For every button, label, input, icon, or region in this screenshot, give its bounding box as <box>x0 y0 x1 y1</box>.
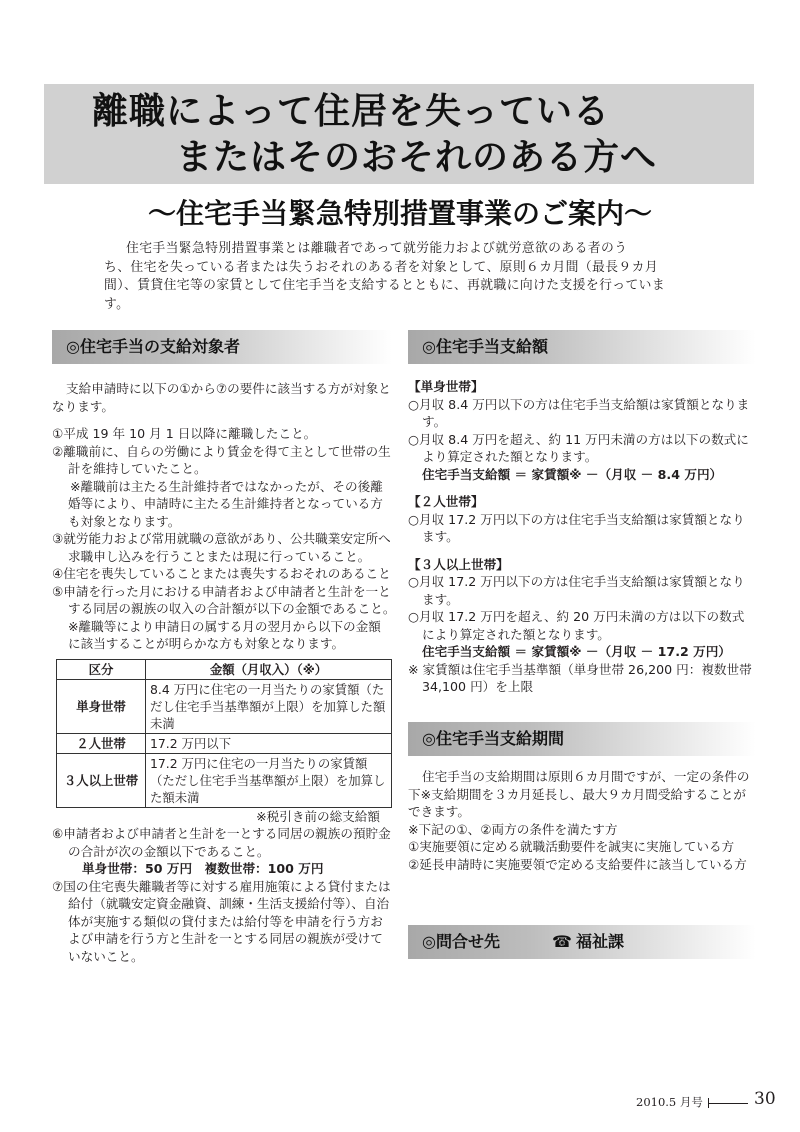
income-table <box>56 659 392 808</box>
savings-threshold: 単身世帯：50 万円 複数世帯：100 万円 <box>82 861 324 876</box>
intro-rest: ち、住宅を失っている者または失うおそれのある者を対象として、原則６カ月間（最長９カ月間）、賃貸住宅等の家賃として住宅手当を支給するとともに、再就職に向けた支援を行っています。 <box>104 259 666 312</box>
period-section <box>408 768 756 873</box>
intro-paragraph <box>104 240 666 314</box>
table-header: 区分 <box>57 659 146 679</box>
two-person-label: 【２人世帯】 <box>408 494 484 509</box>
eligibility-heading: ◎住宅手当の支給対象者 <box>66 337 240 356</box>
table-row <box>57 753 392 807</box>
table-header: 金額（月収入）（※） <box>146 659 392 679</box>
requirement-5: ⑤申請を行った月における申請者および申請者と生計を一とする同居の親族の収入の合計額が以下の金額であること。 ※離職等により申請日の属する月の翌月から以下の金額に該当することが明らかな方も対象となります。 <box>52 583 402 651</box>
eligibility-lead: 支給申請時に以下の①から⑦の要件に該当する方が対象となります。 <box>52 381 391 414</box>
single-household-label: 【単身世帯】 <box>408 379 484 394</box>
title-line-2: またはそのおそれのある方へ <box>176 137 658 178</box>
table-row-label: ２人世帯 <box>57 733 146 753</box>
eligibility-section <box>52 380 402 965</box>
contact-heading: ◎問合せ先 <box>422 932 500 951</box>
two-person-rule-1: ○月収 17.2 万円以下の方は住宅手当支給額は家賃額となります。 <box>408 511 745 544</box>
contact-heading-bar <box>408 925 756 959</box>
table-row-value: 8.4 万円に住宅の一月当たりの家賃額（ただし住宅手当基準額が上限）を加算した額未満 <box>146 679 392 733</box>
three-plus-rule-1: ○月収 17.2 万円以下の方は住宅手当支給額は家賃額となります。 <box>408 574 745 607</box>
requirement-3: ③就労能力および常用就職の意欲があり、公共職業安定所へ求職申し込みを行うことまたは現に行っていること。 <box>52 531 391 564</box>
table-row-label: 単身世帯 <box>57 679 146 733</box>
contact-department: 福祉課 <box>576 932 625 951</box>
issue-date: 2010.5 月号 <box>636 1095 703 1109</box>
footer-divider <box>708 1103 748 1104</box>
requirement-4: ④住宅を喪失していることまたは喪失するおそれのあること <box>52 566 391 581</box>
single-household-rule-2: ○月収 8.4 万円を超え、約 11 万円未満の方は以下の数式により算定された額となります。 <box>408 431 749 464</box>
requirement-6: ⑥申請者および申請者と生計を一とする同居の親族の預貯金の合計が次の金額以下であること。 <box>52 826 391 859</box>
period-condition-1: ①実施要領に定める就職活動要件を誠実に実施している方 <box>408 839 735 854</box>
period-condition-2: ②延長申請時に実施要領で定める支給要件に該当している方 <box>408 856 747 872</box>
single-household-formula: 住宅手当支給額 ＝ 家賃額※ －（月収 － 8.4 万円） <box>422 466 723 482</box>
requirement-1: ①平成 19 年 10 月 1 日以降に離職したこと。 <box>52 426 317 441</box>
table-row <box>57 679 392 733</box>
period-condition: ※下記の①、②両方の条件を満たす方 <box>408 821 618 837</box>
table-row-value: 17.2 万円に住宅の一月当たりの家賃額（ただし住宅手当基準額が上限）を加算した額未満 <box>146 753 392 807</box>
title-line-1: 離職によって住居を失っている <box>92 91 611 132</box>
eligibility-heading-bar <box>52 330 392 364</box>
amount-heading: ◎住宅手当支給額 <box>422 337 548 356</box>
table-header-row <box>57 659 392 679</box>
amount-heading-bar <box>408 330 756 364</box>
rent-cap-note: ※ 家賃額は住宅手当基準額（単身世帯 26,200 円：複数世帯 34,100 円）を上限 <box>408 661 752 694</box>
three-plus-rule-2: ○月収 17.2 万円を超え、約 20 万円未満の方は以下の数式により算定された額となります。 <box>408 609 745 642</box>
amount-section <box>408 378 756 696</box>
table-note: ※税引き前の総支給額 <box>256 808 380 824</box>
intro-line-1: 住宅手当緊急特別措置事業とは離職者であって就労能力および就労意欲のある者のう <box>126 241 628 256</box>
three-plus-formula: 住宅手当支給額 ＝ 家賃額※ －（月収 － 17.2 万円） <box>422 644 731 659</box>
requirement-2: ②離職前に、自らの労働により賃金を得て主として世帯の生計を維持していたこと。 <box>52 443 391 476</box>
requirement-2-note: ※離職前は主たる生計維持者ではなかったが、その後離婚等により、申請時に主たる生計維持者となっている方も対象となります。 <box>68 478 383 529</box>
page-number: 30 <box>754 1089 776 1109</box>
period-text: 住宅手当の支給期間は原則６カ月間ですが、一定の条件の下※支給期間を３カ月延長し、最大９カ月間受給することができます。 <box>408 769 750 819</box>
single-household-rule-1: ○月収 8.4 万円以下の方は住宅手当支給額は家賃額となります。 <box>408 396 750 429</box>
table-row-value: 17.2 万円以下 <box>146 733 392 753</box>
period-heading: ◎住宅手当支給期間 <box>422 729 564 748</box>
table-row-label: ３人以上世帯 <box>57 753 146 807</box>
period-heading-bar <box>408 722 756 756</box>
three-plus-label: 【３人以上世帯】 <box>408 556 509 572</box>
subtitle: 〜住宅手当緊急特別措置事業のご案内〜 <box>147 197 652 230</box>
table-row <box>57 733 392 753</box>
requirement-7: ⑦国の住宅喪失離職者等に対する雇用施策による貸付または給付（就職安定資金融資、訓練・生活支援給付等）、自治体が実施する類似の貸付または給付等を申請を行う方および申請を行う方と生計を一とする同居の親族が受けていないこと。 <box>52 878 391 964</box>
phone-icon: ☎ <box>552 932 572 951</box>
